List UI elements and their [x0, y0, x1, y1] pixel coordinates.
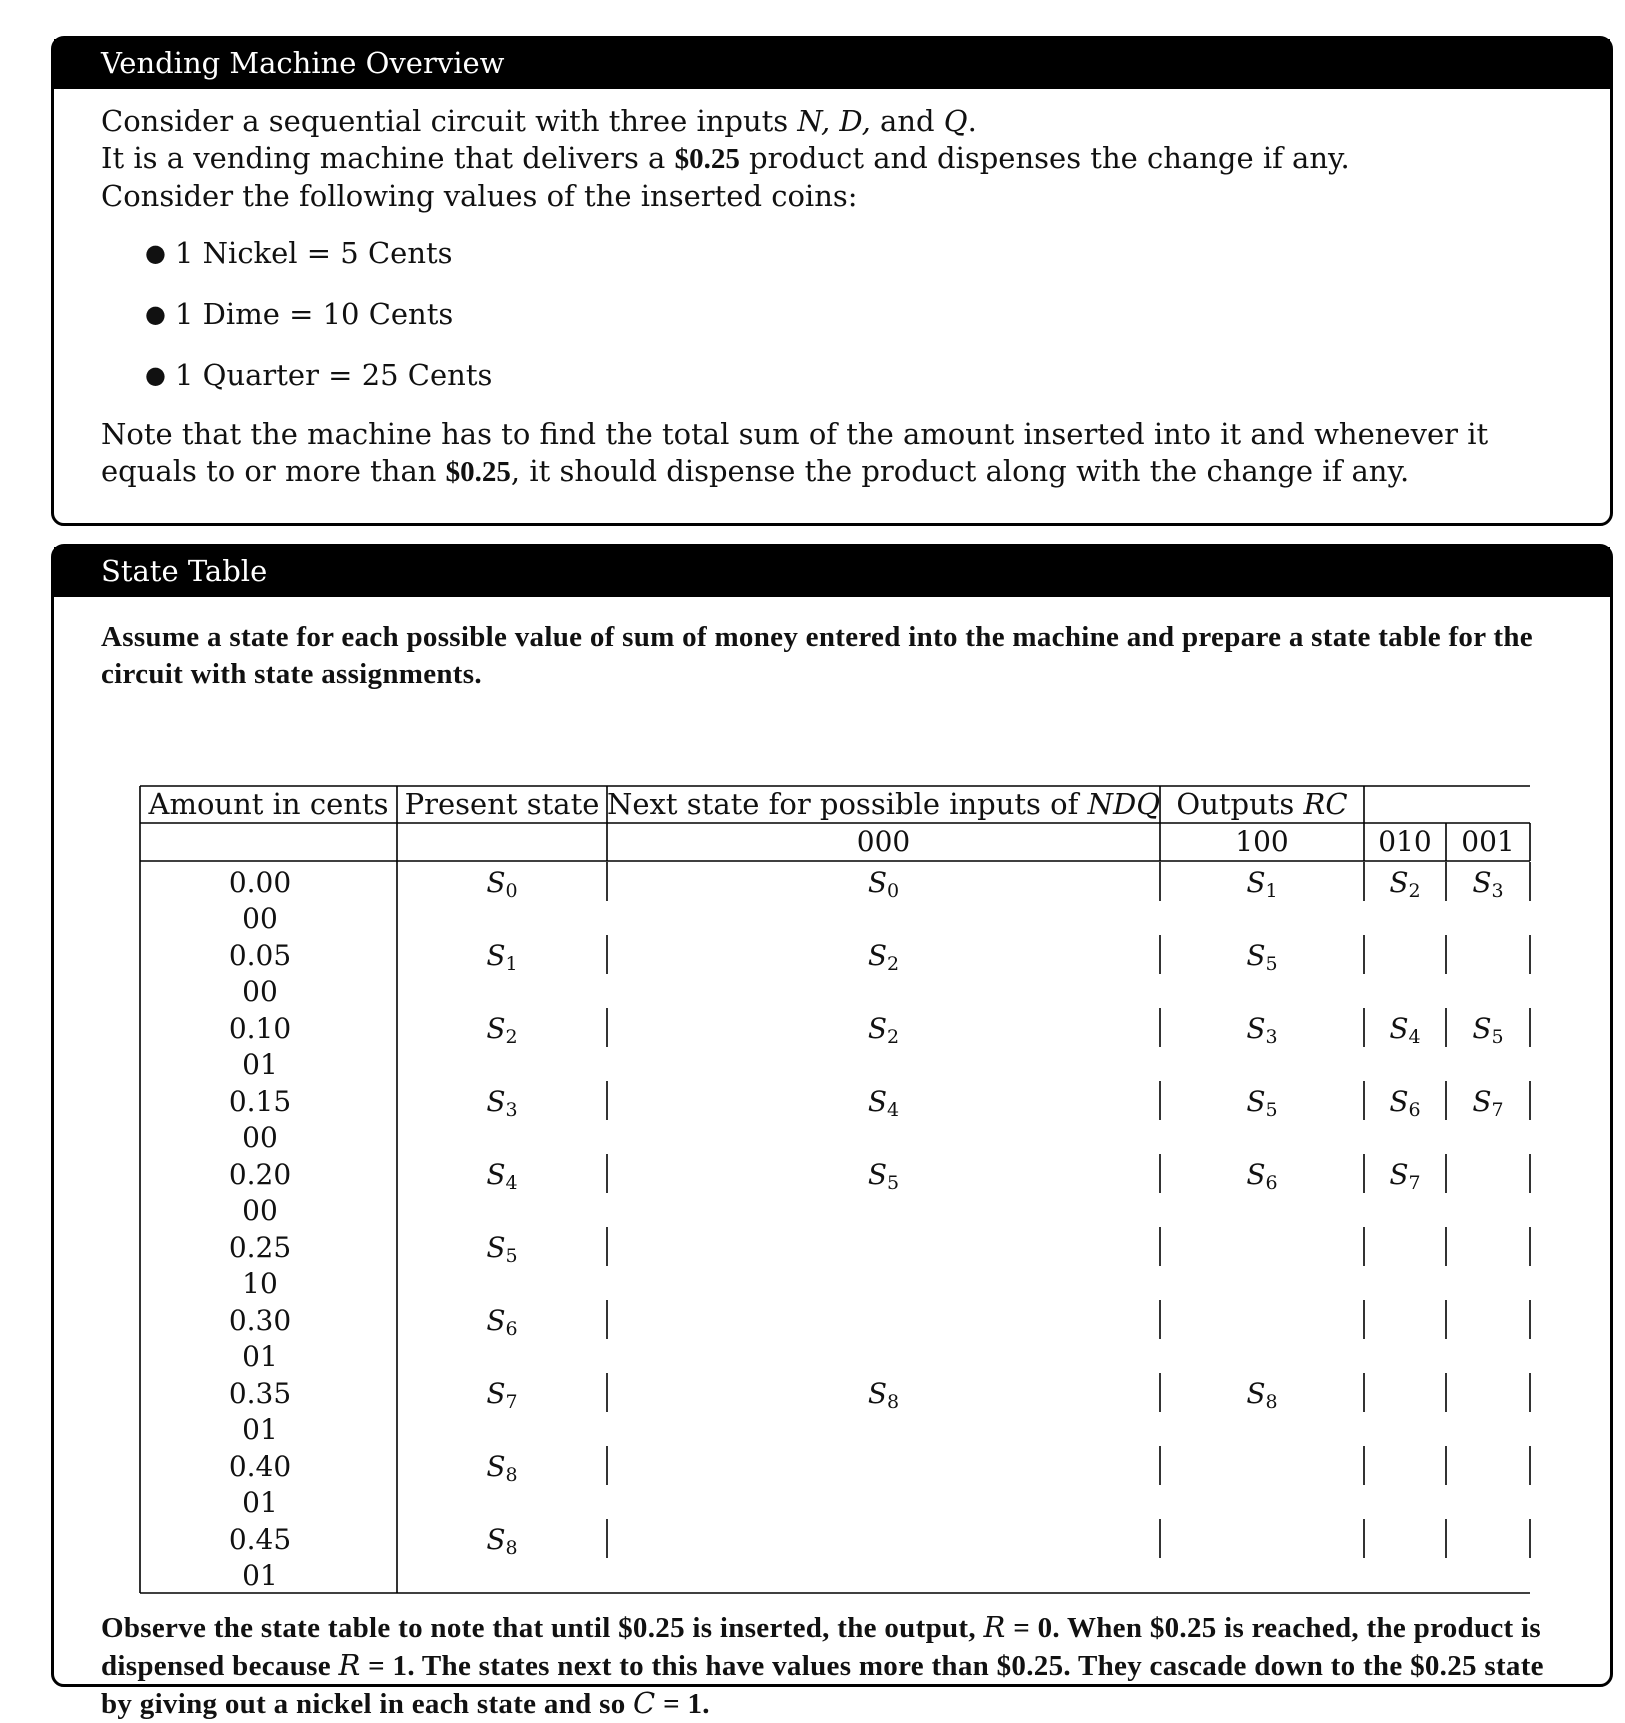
output-c-var: C [633, 1686, 656, 1720]
input-vars-nd: N, D, [797, 104, 871, 138]
present-state-cell: $S_3$ [486, 1085, 518, 1121]
coin-item [145, 235, 1566, 296]
intro-line-2-end: product and dispenses the change if any. [739, 141, 1350, 175]
observation-text-1: Observe the state table to note that until $0.25 is inserted, the output, [101, 1612, 984, 1644]
present-state-cell: $S_7$ [486, 1377, 518, 1413]
subheader-100: 100 [1235, 825, 1289, 858]
output-rc-cell: 01 [242, 1048, 278, 1081]
amount-cell: 0.20 [228, 1158, 292, 1191]
output-rc-cell: 01 [242, 1486, 278, 1519]
output-r-var-2: R [338, 1648, 361, 1682]
coin-list [145, 235, 1566, 418]
coin-item [145, 296, 1566, 357]
output-rc-cell: 00 [242, 902, 278, 935]
next-state-000-cell: $S_8$ [867, 1377, 900, 1413]
header-present-state: Present state [404, 787, 600, 821]
instruction-text: Assume a state for each possible value of sum of money entered into the machine and prepare a state table for the circuit with state assignments. [101, 621, 1533, 690]
next-state-010-cell: $S_7$ [1389, 1158, 1421, 1194]
note-paragraph [101, 416, 1566, 491]
state-table-panel [51, 544, 1613, 1720]
intro-line-2-text: It is a vending machine that delivers a [101, 141, 675, 175]
output-rc-cell: 01 [242, 1340, 278, 1373]
next-state-001-cell: $S_7$ [1472, 1085, 1504, 1121]
next-state-000-cell: $S_0$ [867, 866, 900, 902]
amount-cell: 0.05 [228, 939, 292, 972]
state-table-body [54, 619, 1610, 1720]
note-end: , it should dispense the product along with the change if any. [510, 454, 1410, 488]
amount-cell: 0.00 [228, 866, 292, 899]
note-text: Note that the machine has to find the total sum of the amount inserted into it and whenever it equals to or more than [101, 417, 1489, 488]
next-state-100-cell: $S_1$ [1246, 866, 1278, 902]
next-state-100-cell: $S_5$ [1246, 939, 1278, 975]
intro-line-1-text: Consider a sequential circuit with three inputs [101, 104, 798, 138]
next-state-000-cell: $S_2$ [867, 1012, 900, 1048]
coin-dime: 1 Dime = 10 Cents [175, 297, 454, 331]
header-amount: Amount in cents [148, 787, 389, 821]
present-state-cell: $S_8$ [486, 1523, 518, 1559]
next-state-010-cell: $S_6$ [1389, 1085, 1421, 1121]
next-state-000-cell: $S_4$ [867, 1085, 900, 1121]
header-outputs [1160, 786, 1364, 822]
amount-cell: 0.15 [228, 1085, 292, 1118]
output-rc-cell: 10 [242, 1267, 278, 1300]
subheader-001: 001 [1461, 825, 1515, 858]
input-var-q: Q [943, 104, 968, 138]
next-state-100-cell: $S_5$ [1246, 1085, 1278, 1121]
present-state-cell: $S_1$ [486, 939, 518, 975]
intro-period: . [967, 104, 977, 138]
product-price: $0.25 [674, 143, 740, 175]
intro-line-1 [101, 103, 1566, 140]
output-r-var: R [983, 1610, 1006, 1644]
intro-line-2 [101, 140, 1566, 178]
header-ndq: NDQ [1087, 787, 1160, 821]
header-rc: RC [1303, 787, 1348, 821]
output-rc-cell: 01 [242, 1413, 278, 1446]
observation-text-2: = 0. When $0.25 is reached, the product is dispensed because [101, 1612, 1541, 1682]
output-rc-cell: 00 [242, 1194, 278, 1227]
bullet-icon: ● [145, 239, 166, 267]
present-state-cell: $S_0$ [486, 866, 518, 902]
next-state-010-cell: $S_4$ [1389, 1012, 1421, 1048]
present-state-cell: $S_5$ [486, 1231, 518, 1267]
state-table-title: State Table [54, 547, 1610, 597]
next-state-000-cell: $S_2$ [867, 939, 900, 975]
next-state-100-cell: $S_3$ [1246, 1012, 1278, 1048]
coin-item [145, 357, 1566, 418]
coin-nickel: 1 Nickel = 5 Cents [175, 236, 453, 270]
amount-cell: 0.10 [228, 1012, 292, 1045]
present-state-cell: $S_8$ [486, 1450, 518, 1486]
next-state-010-cell: $S_2$ [1389, 866, 1421, 902]
overview-body [54, 103, 1610, 491]
output-rc-cell: 00 [242, 1121, 278, 1154]
coin-quarter: 1 Quarter = 25 Cents [175, 358, 493, 392]
header-outputs-text: Outputs [1176, 787, 1304, 821]
next-state-100-cell: $S_6$ [1246, 1158, 1278, 1194]
present-state-cell: $S_4$ [486, 1158, 518, 1194]
next-state-000-cell: $S_5$ [867, 1158, 900, 1194]
intro-line-3: Consider the following values of the inserted coins: [101, 179, 858, 213]
present-state-cell: $S_6$ [486, 1304, 518, 1340]
observation-paragraph [101, 1609, 1571, 1723]
bullet-icon: ● [145, 361, 166, 389]
amount-cell: 0.40 [228, 1450, 292, 1483]
subheader-010: 010 [1378, 825, 1432, 858]
bullet-icon: ● [145, 300, 166, 328]
observation-text-4: = 1. [655, 1688, 710, 1720]
state-table [140, 785, 1530, 1595]
note-amount: $0.25 [445, 456, 511, 488]
amount-cell: 0.45 [228, 1523, 292, 1556]
header-next-state-text: Next state for possible inputs of [607, 787, 1088, 821]
present-state-cell: $S_2$ [486, 1012, 518, 1048]
amount-cell: 0.30 [228, 1304, 292, 1337]
output-rc-cell: 00 [242, 975, 278, 1008]
amount-cell: 0.25 [228, 1231, 292, 1264]
next-state-001-cell: $S_5$ [1472, 1012, 1504, 1048]
header-next-state [607, 786, 1160, 822]
output-rc-cell: 01 [242, 1559, 278, 1592]
next-state-100-cell: $S_8$ [1246, 1377, 1278, 1413]
intro-and: and [870, 104, 944, 138]
next-state-001-cell: $S_3$ [1472, 866, 1504, 902]
overview-panel [51, 36, 1613, 526]
amount-cell: 0.35 [228, 1377, 292, 1410]
observation-text-3: = 1. The states next to this have values more than $0.25. They cascade down to the $0.25 state by giving out a nickel in each state and so [101, 1650, 1544, 1720]
overview-title: Vending Machine Overview [54, 39, 1610, 89]
subheader-000: 000 [856, 825, 911, 858]
